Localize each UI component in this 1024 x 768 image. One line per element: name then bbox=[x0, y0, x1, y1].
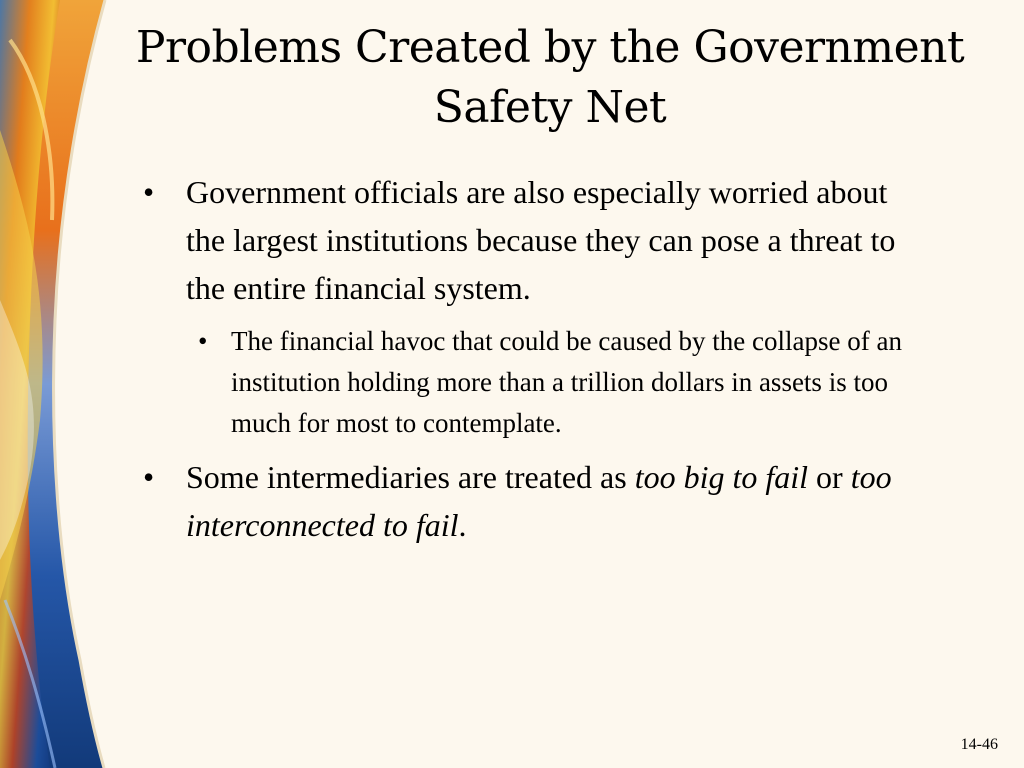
slide-title bbox=[100, 18, 1000, 138]
page-number: 14-46 bbox=[960, 736, 998, 753]
bullet-item-2 bbox=[143, 453, 923, 549]
slide-body bbox=[143, 168, 923, 549]
bullet-item-1 bbox=[143, 168, 923, 312]
bullet-icon: • bbox=[143, 174, 155, 210]
bullet-text-2-emphasis1: too big to fail bbox=[634, 459, 809, 495]
slide-title-line1: Problems Created by the Government bbox=[135, 22, 965, 73]
bullet-text-1: Government officials are also especially worried about the largest institutions because they can pose a threat to the entire financial system. bbox=[186, 174, 896, 306]
slide-title-line2: Safety Net bbox=[433, 82, 667, 133]
bullet-text-2 bbox=[186, 459, 892, 543]
sub-bullet-icon: • bbox=[198, 326, 208, 356]
sub-bullet-item-1 bbox=[198, 321, 923, 444]
bullet-text-2-emphasis2: too interconnected to fail bbox=[186, 459, 892, 543]
bullet-icon: • bbox=[143, 459, 155, 495]
bullet-text-2-part1: Some intermediaries are treated as bbox=[186, 459, 635, 495]
bullet-text-2-part2: or bbox=[808, 459, 851, 495]
sub-bullet-text-1: The financial havoc that could be caused by the collapse of an institution holding more than a trillion dollars in assets is too much for most to contemplate. bbox=[231, 326, 902, 438]
bullet-text-2-part3: . bbox=[458, 507, 467, 543]
